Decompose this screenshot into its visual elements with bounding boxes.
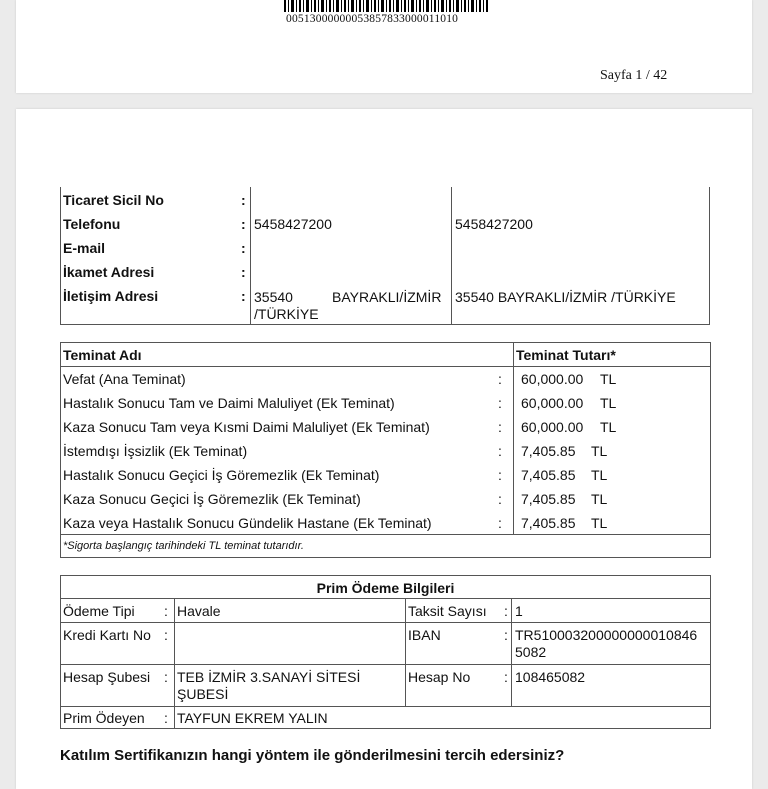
coverage-row-amount: 7,405.85: [521, 443, 576, 459]
document-page: [16, 109, 752, 789]
label-residence-address: İkamet Adresi: [63, 264, 155, 280]
coverage-row-amount: 7,405.85: [521, 491, 576, 507]
coverage-row-currency: TL: [591, 515, 608, 531]
colon: :: [504, 669, 508, 685]
colon: :: [498, 515, 502, 531]
coverage-row-amount: 60,000.00: [521, 371, 584, 387]
coverage-row-currency: TL: [600, 371, 617, 387]
contact-address-value-2: 35540 BAYRAKLI/İZMİR /TÜRKİYE: [455, 289, 676, 305]
contact-address-country: /TÜRKİYE: [254, 306, 319, 322]
colon: :: [498, 443, 502, 459]
coverage-row-amount: 60,000.00: [521, 419, 584, 435]
account-number-value: 108465082: [515, 669, 586, 685]
card-number-label: Kredi Kartı No: [63, 627, 151, 643]
iban-label: IBAN: [408, 627, 441, 643]
colon: :: [241, 240, 246, 256]
coverage-row-amount: 60,000.00: [521, 395, 584, 411]
coverage-footnote: *Sigorta başlangıç tarihindeki TL teminat tutarıdır.: [63, 540, 304, 552]
coverage-name-header: Teminat Adı: [63, 347, 142, 363]
previous-page: [16, 0, 752, 93]
colon: :: [498, 491, 502, 507]
iban-value-line1: TR510003200000000010846: [515, 627, 698, 643]
coverage-row-currency: TL: [600, 395, 617, 411]
branch-value-line2: ŞUBESİ: [177, 686, 229, 702]
colon: :: [241, 192, 246, 208]
coverage-row-currency: TL: [591, 467, 608, 483]
certificate-delivery-question: Katılım Sertifikanızın hangi yöntem ile gönderilmesini tercih edersiniz?: [60, 747, 565, 764]
coverage-row-name: Kaza Sonucu Geçici İş Göremezlik (Ek Teminat): [63, 491, 361, 507]
colon: :: [498, 467, 502, 483]
colon: :: [241, 264, 246, 280]
iban-value-line2: 5082: [515, 644, 547, 660]
coverage-row-name: Vefat (Ana Teminat): [63, 371, 186, 387]
coverage-row-currency: TL: [591, 491, 608, 507]
colon: :: [504, 627, 508, 643]
branch-label: Hesap Şubesi: [63, 669, 151, 685]
colon: :: [498, 371, 502, 387]
colon: :: [504, 603, 508, 619]
colon: :: [498, 395, 502, 411]
installments-value: 1: [515, 603, 523, 619]
colon: :: [498, 419, 502, 435]
label-email: E-mail: [63, 240, 106, 256]
account-number-label: Hesap No: [408, 669, 471, 685]
coverage-row-name: Hastalık Sonucu Tam ve Daimi Maluliyet (Ek Teminat): [63, 395, 395, 411]
payment-type-label: Ödeme Tipi: [63, 603, 135, 619]
label-trade-registry: Ticaret Sicil No: [63, 192, 164, 208]
coverage-row-name: İstemdışı İşsizlik (Ek Teminat): [63, 443, 248, 459]
colon: :: [164, 627, 168, 643]
barcode: [284, 0, 488, 12]
contact-address-city: BAYRAKLI/İZMİR: [332, 289, 442, 305]
coverage-row-name: Kaza veya Hastalık Sonucu Gündelik Hastane (Ek Teminat): [63, 515, 432, 531]
barcode-number: 00513000000053857833000011010: [286, 13, 459, 25]
coverage-row-name: Kaza Sonucu Tam veya Kısmi Daimi Maluliyet (Ek Teminat): [63, 419, 430, 435]
phone-value-1: 5458427200: [254, 216, 332, 232]
payment-title: Prim Ödeme Bilgileri: [316, 580, 455, 596]
colon: :: [164, 603, 168, 619]
coverage-row-name: Hastalık Sonucu Geçici İş Göremezlik (Ek Teminat): [63, 467, 380, 483]
coverage-row-currency: TL: [600, 419, 617, 435]
colon: :: [164, 669, 168, 685]
installments-label: Taksit Sayısı: [408, 603, 487, 619]
coverage-row-amount: 7,405.85: [521, 467, 576, 483]
branch-value-line1: TEB İZMİR 3.SANAYİ SİTESİ: [177, 669, 361, 685]
colon: :: [164, 710, 168, 726]
label-phone: Telefonu: [63, 216, 121, 232]
colon: :: [241, 216, 246, 232]
phone-value-2: 5458427200: [455, 216, 533, 232]
contact-address-zip: 35540: [254, 289, 293, 305]
colon: :: [241, 288, 246, 304]
coverage-row-currency: TL: [591, 443, 608, 459]
payer-label: Prim Ödeyen: [63, 710, 145, 726]
coverage-amount-header: Teminat Tutarı*: [516, 347, 616, 363]
label-contact-address: İletişim Adresi: [63, 288, 159, 304]
page-indicator: Sayfa 1 / 42: [600, 68, 668, 83]
coverage-row-amount: 7,405.85: [521, 515, 576, 531]
payment-type-value: Havale: [177, 603, 221, 619]
payer-value: TAYFUN EKREM YALIN: [177, 710, 328, 726]
